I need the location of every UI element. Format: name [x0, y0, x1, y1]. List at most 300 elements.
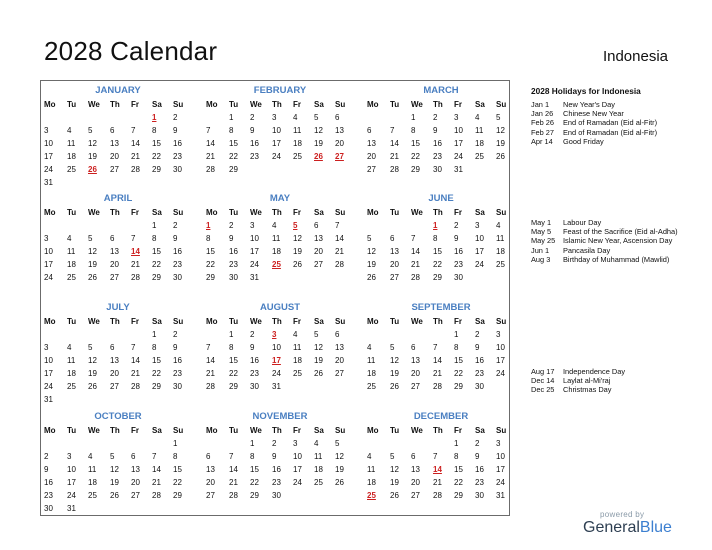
day-cell[interactable]: 21 [206, 369, 215, 378]
day-cell[interactable]: 27 [131, 491, 140, 500]
day-cell[interactable]: 19 [88, 369, 97, 378]
day-cell[interactable]: 11 [293, 343, 302, 352]
day-cell[interactable]: 2 [173, 221, 178, 230]
day-cell[interactable]: 30 [173, 382, 182, 391]
day-cell[interactable]: 20 [110, 152, 119, 161]
day-cell[interactable]: 2 [272, 439, 277, 448]
day-cell[interactable]: 29 [411, 165, 420, 174]
day-cell[interactable]: 13 [335, 343, 344, 352]
day-cell[interactable]: 16 [475, 465, 484, 474]
day-cell[interactable]: 27 [314, 260, 323, 269]
day-cell[interactable]: 3 [475, 221, 480, 230]
day-cell[interactable]: 15 [152, 356, 161, 365]
day-cell[interactable]: 18 [293, 139, 302, 148]
day-cell[interactable]: 3 [272, 113, 277, 122]
day-cell[interactable]: 1 [229, 330, 234, 339]
day-cell[interactable]: 6 [110, 343, 115, 352]
day-cell[interactable]: 13 [411, 356, 420, 365]
day-cell[interactable]: 16 [272, 465, 281, 474]
day-cell[interactable]: 8 [454, 343, 459, 352]
day-cell[interactable]: 12 [390, 356, 399, 365]
day-cell[interactable]: 21 [411, 260, 420, 269]
day-cell[interactable]: 20 [411, 369, 420, 378]
day-cell[interactable]: 23 [173, 152, 182, 161]
day-cell[interactable]: 26 [367, 273, 376, 282]
day-cell[interactable]: 24 [250, 260, 259, 269]
day-cell[interactable]: 4 [67, 343, 72, 352]
day-cell[interactable]: 14 [390, 139, 399, 148]
holiday-day-cell[interactable]: 26 [314, 152, 323, 161]
day-cell[interactable]: 25 [67, 165, 76, 174]
day-cell[interactable]: 7 [152, 452, 157, 461]
day-cell[interactable]: 10 [272, 343, 281, 352]
holiday-day-cell[interactable]: 17 [272, 356, 281, 365]
day-cell[interactable]: 17 [454, 139, 463, 148]
day-cell[interactable]: 17 [44, 369, 53, 378]
day-cell[interactable]: 27 [390, 273, 399, 282]
day-cell[interactable]: 21 [433, 369, 442, 378]
day-cell[interactable]: 1 [411, 113, 416, 122]
day-cell[interactable]: 4 [88, 452, 93, 461]
day-cell[interactable]: 1 [229, 113, 234, 122]
day-cell[interactable]: 5 [314, 330, 319, 339]
day-cell[interactable]: 26 [88, 273, 97, 282]
day-cell[interactable]: 3 [250, 221, 255, 230]
day-cell[interactable]: 7 [433, 452, 438, 461]
day-cell[interactable]: 25 [293, 369, 302, 378]
day-cell[interactable]: 21 [390, 152, 399, 161]
day-cell[interactable]: 22 [206, 260, 215, 269]
day-cell[interactable]: 11 [367, 356, 376, 365]
day-cell[interactable]: 12 [110, 465, 119, 474]
day-cell[interactable]: 12 [88, 139, 97, 148]
day-cell[interactable]: 24 [44, 273, 53, 282]
day-cell[interactable]: 29 [454, 491, 463, 500]
holiday-day-cell[interactable]: 14 [433, 465, 442, 474]
day-cell[interactable]: 2 [250, 113, 255, 122]
day-cell[interactable]: 18 [367, 478, 376, 487]
day-cell[interactable]: 5 [88, 126, 93, 135]
day-cell[interactable]: 22 [433, 260, 442, 269]
day-cell[interactable]: 13 [206, 465, 215, 474]
holiday-day-cell[interactable]: 3 [272, 330, 277, 339]
day-cell[interactable]: 9 [454, 234, 459, 243]
day-cell[interactable]: 22 [152, 369, 161, 378]
day-cell[interactable]: 24 [475, 260, 484, 269]
day-cell[interactable]: 8 [454, 452, 459, 461]
day-cell[interactable]: 3 [44, 126, 49, 135]
day-cell[interactable]: 2 [229, 221, 234, 230]
day-cell[interactable]: 2 [475, 439, 480, 448]
day-cell[interactable]: 15 [454, 356, 463, 365]
day-cell[interactable]: 9 [44, 465, 49, 474]
day-cell[interactable]: 1 [454, 330, 459, 339]
day-cell[interactable]: 9 [475, 452, 480, 461]
day-cell[interactable]: 23 [229, 260, 238, 269]
day-cell[interactable]: 4 [67, 234, 72, 243]
day-cell[interactable]: 27 [411, 382, 420, 391]
day-cell[interactable]: 6 [131, 452, 136, 461]
day-cell[interactable]: 8 [152, 234, 157, 243]
day-cell[interactable]: 30 [250, 382, 259, 391]
day-cell[interactable]: 17 [496, 465, 505, 474]
day-cell[interactable]: 20 [206, 478, 215, 487]
day-cell[interactable]: 8 [229, 126, 234, 135]
day-cell[interactable]: 5 [110, 452, 115, 461]
day-cell[interactable]: 30 [229, 273, 238, 282]
day-cell[interactable]: 9 [173, 234, 178, 243]
day-cell[interactable]: 15 [152, 247, 161, 256]
day-cell[interactable]: 4 [67, 126, 72, 135]
day-cell[interactable]: 13 [110, 247, 119, 256]
day-cell[interactable]: 9 [173, 343, 178, 352]
day-cell[interactable]: 26 [335, 478, 344, 487]
day-cell[interactable]: 7 [390, 126, 395, 135]
day-cell[interactable]: 19 [314, 139, 323, 148]
day-cell[interactable]: 5 [88, 234, 93, 243]
day-cell[interactable]: 14 [411, 247, 420, 256]
day-cell[interactable]: 1 [173, 439, 178, 448]
day-cell[interactable]: 18 [496, 247, 505, 256]
day-cell[interactable]: 24 [67, 491, 76, 500]
day-cell[interactable]: 19 [88, 152, 97, 161]
day-cell[interactable]: 17 [44, 260, 53, 269]
day-cell[interactable]: 23 [454, 260, 463, 269]
holiday-day-cell[interactable]: 14 [131, 247, 140, 256]
day-cell[interactable]: 29 [152, 165, 161, 174]
day-cell[interactable]: 17 [44, 152, 53, 161]
day-cell[interactable]: 1 [454, 439, 459, 448]
day-cell[interactable]: 15 [433, 247, 442, 256]
day-cell[interactable]: 3 [496, 439, 501, 448]
day-cell[interactable]: 23 [173, 369, 182, 378]
day-cell[interactable]: 29 [229, 382, 238, 391]
day-cell[interactable]: 24 [272, 152, 281, 161]
day-cell[interactable]: 13 [314, 234, 323, 243]
day-cell[interactable]: 13 [131, 465, 140, 474]
day-cell[interactable]: 18 [272, 247, 281, 256]
day-cell[interactable]: 30 [173, 273, 182, 282]
day-cell[interactable]: 5 [390, 343, 395, 352]
day-cell[interactable]: 29 [250, 491, 259, 500]
day-cell[interactable]: 5 [335, 439, 340, 448]
day-cell[interactable]: 7 [433, 343, 438, 352]
day-cell[interactable]: 28 [131, 273, 140, 282]
day-cell[interactable]: 10 [250, 234, 259, 243]
day-cell[interactable]: 18 [67, 260, 76, 269]
day-cell[interactable]: 22 [229, 152, 238, 161]
day-cell[interactable]: 21 [131, 260, 140, 269]
day-cell[interactable]: 10 [293, 452, 302, 461]
day-cell[interactable]: 27 [411, 491, 420, 500]
day-cell[interactable]: 29 [206, 273, 215, 282]
day-cell[interactable]: 4 [293, 330, 298, 339]
day-cell[interactable]: 4 [367, 452, 372, 461]
day-cell[interactable]: 6 [314, 221, 319, 230]
day-cell[interactable]: 9 [433, 126, 438, 135]
day-cell[interactable]: 19 [88, 260, 97, 269]
day-cell[interactable]: 19 [390, 369, 399, 378]
day-cell[interactable]: 30 [173, 165, 182, 174]
day-cell[interactable]: 17 [67, 478, 76, 487]
day-cell[interactable]: 7 [411, 234, 416, 243]
day-cell[interactable]: 31 [250, 273, 259, 282]
day-cell[interactable]: 23 [433, 152, 442, 161]
day-cell[interactable]: 20 [110, 369, 119, 378]
day-cell[interactable]: 27 [367, 165, 376, 174]
day-cell[interactable]: 19 [293, 247, 302, 256]
day-cell[interactable]: 4 [475, 113, 480, 122]
holiday-day-cell[interactable]: 25 [367, 491, 376, 500]
day-cell[interactable]: 6 [335, 113, 340, 122]
day-cell[interactable]: 23 [272, 478, 281, 487]
day-cell[interactable]: 21 [433, 478, 442, 487]
day-cell[interactable]: 15 [250, 465, 259, 474]
day-cell[interactable]: 12 [88, 247, 97, 256]
day-cell[interactable]: 8 [229, 343, 234, 352]
day-cell[interactable]: 10 [496, 452, 505, 461]
day-cell[interactable]: 25 [67, 382, 76, 391]
day-cell[interactable]: 14 [335, 234, 344, 243]
day-cell[interactable]: 11 [272, 234, 281, 243]
day-cell[interactable]: 10 [67, 465, 76, 474]
day-cell[interactable]: 10 [44, 356, 53, 365]
day-cell[interactable]: 17 [496, 356, 505, 365]
day-cell[interactable]: 4 [293, 113, 298, 122]
day-cell[interactable]: 1 [250, 439, 255, 448]
day-cell[interactable]: 6 [390, 234, 395, 243]
day-cell[interactable]: 15 [206, 247, 215, 256]
day-cell[interactable]: 7 [131, 343, 136, 352]
day-cell[interactable]: 16 [475, 356, 484, 365]
day-cell[interactable]: 20 [367, 152, 376, 161]
day-cell[interactable]: 30 [475, 382, 484, 391]
day-cell[interactable]: 16 [173, 247, 182, 256]
day-cell[interactable]: 4 [272, 221, 277, 230]
day-cell[interactable]: 31 [67, 504, 76, 513]
day-cell[interactable]: 10 [44, 139, 53, 148]
day-cell[interactable]: 4 [367, 343, 372, 352]
day-cell[interactable]: 3 [67, 452, 72, 461]
day-cell[interactable]: 14 [433, 356, 442, 365]
day-cell[interactable]: 22 [152, 152, 161, 161]
day-cell[interactable]: 6 [110, 234, 115, 243]
day-cell[interactable]: 10 [272, 126, 281, 135]
day-cell[interactable]: 24 [454, 152, 463, 161]
day-cell[interactable]: 15 [229, 139, 238, 148]
day-cell[interactable]: 10 [44, 247, 53, 256]
day-cell[interactable]: 8 [152, 126, 157, 135]
day-cell[interactable]: 11 [314, 452, 323, 461]
day-cell[interactable]: 18 [67, 369, 76, 378]
day-cell[interactable]: 20 [335, 356, 344, 365]
day-cell[interactable]: 27 [110, 165, 119, 174]
day-cell[interactable]: 14 [131, 139, 140, 148]
day-cell[interactable]: 2 [475, 330, 480, 339]
day-cell[interactable]: 2 [173, 113, 178, 122]
day-cell[interactable]: 22 [454, 478, 463, 487]
day-cell[interactable]: 22 [250, 478, 259, 487]
day-cell[interactable]: 19 [335, 465, 344, 474]
day-cell[interactable]: 12 [88, 356, 97, 365]
day-cell[interactable]: 9 [250, 126, 255, 135]
day-cell[interactable]: 20 [335, 139, 344, 148]
day-cell[interactable]: 5 [367, 234, 372, 243]
day-cell[interactable]: 20 [390, 260, 399, 269]
day-cell[interactable]: 7 [229, 452, 234, 461]
holiday-day-cell[interactable]: 5 [293, 221, 298, 230]
day-cell[interactable]: 25 [67, 273, 76, 282]
day-cell[interactable]: 28 [131, 165, 140, 174]
day-cell[interactable]: 24 [272, 369, 281, 378]
day-cell[interactable]: 30 [272, 491, 281, 500]
day-cell[interactable]: 9 [250, 343, 255, 352]
day-cell[interactable]: 2 [44, 452, 49, 461]
day-cell[interactable]: 9 [229, 234, 234, 243]
day-cell[interactable]: 18 [367, 369, 376, 378]
day-cell[interactable]: 6 [206, 452, 211, 461]
day-cell[interactable]: 4 [496, 221, 501, 230]
day-cell[interactable]: 29 [152, 273, 161, 282]
day-cell[interactable]: 11 [293, 126, 302, 135]
day-cell[interactable]: 28 [433, 382, 442, 391]
day-cell[interactable]: 6 [367, 126, 372, 135]
day-cell[interactable]: 7 [131, 234, 136, 243]
day-cell[interactable]: 21 [131, 369, 140, 378]
day-cell[interactable]: 22 [152, 260, 161, 269]
day-cell[interactable]: 28 [335, 260, 344, 269]
day-cell[interactable]: 11 [67, 356, 76, 365]
day-cell[interactable]: 23 [250, 369, 259, 378]
day-cell[interactable]: 30 [475, 491, 484, 500]
day-cell[interactable]: 6 [411, 452, 416, 461]
day-cell[interactable]: 23 [173, 260, 182, 269]
day-cell[interactable]: 11 [367, 465, 376, 474]
day-cell[interactable]: 30 [44, 504, 53, 513]
generalblue-logo[interactable] [583, 519, 672, 537]
day-cell[interactable]: 31 [44, 395, 53, 404]
day-cell[interactable]: 20 [131, 478, 140, 487]
day-cell[interactable]: 3 [293, 439, 298, 448]
day-cell[interactable]: 2 [173, 330, 178, 339]
day-cell[interactable]: 15 [454, 465, 463, 474]
day-cell[interactable]: 6 [110, 126, 115, 135]
day-cell[interactable]: 25 [314, 478, 323, 487]
day-cell[interactable]: 9 [272, 452, 277, 461]
day-cell[interactable]: 29 [454, 382, 463, 391]
day-cell[interactable]: 13 [367, 139, 376, 148]
day-cell[interactable]: 28 [152, 491, 161, 500]
day-cell[interactable]: 11 [67, 139, 76, 148]
day-cell[interactable]: 13 [110, 356, 119, 365]
day-cell[interactable]: 21 [152, 478, 161, 487]
day-cell[interactable]: 15 [173, 465, 182, 474]
day-cell[interactable]: 28 [433, 491, 442, 500]
day-cell[interactable]: 13 [390, 247, 399, 256]
day-cell[interactable]: 23 [475, 478, 484, 487]
day-cell[interactable]: 19 [110, 478, 119, 487]
day-cell[interactable]: 5 [496, 113, 501, 122]
day-cell[interactable]: 29 [433, 273, 442, 282]
day-cell[interactable]: 15 [229, 356, 238, 365]
day-cell[interactable]: 8 [433, 234, 438, 243]
day-cell[interactable]: 26 [390, 382, 399, 391]
day-cell[interactable]: 6 [335, 330, 340, 339]
day-cell[interactable]: 19 [314, 356, 323, 365]
day-cell[interactable]: 10 [475, 234, 484, 243]
day-cell[interactable]: 28 [206, 382, 215, 391]
day-cell[interactable]: 7 [206, 126, 211, 135]
day-cell[interactable]: 25 [367, 382, 376, 391]
day-cell[interactable]: 5 [314, 113, 319, 122]
day-cell[interactable]: 16 [250, 139, 259, 148]
holiday-day-cell[interactable]: 25 [272, 260, 281, 269]
day-cell[interactable]: 14 [206, 139, 215, 148]
day-cell[interactable]: 13 [110, 139, 119, 148]
day-cell[interactable]: 11 [67, 247, 76, 256]
day-cell[interactable]: 20 [411, 478, 420, 487]
day-cell[interactable]: 17 [475, 247, 484, 256]
day-cell[interactable]: 12 [496, 126, 505, 135]
day-cell[interactable]: 26 [88, 382, 97, 391]
day-cell[interactable]: 9 [475, 343, 480, 352]
day-cell[interactable]: 31 [454, 165, 463, 174]
day-cell[interactable]: 24 [44, 382, 53, 391]
day-cell[interactable]: 29 [152, 382, 161, 391]
day-cell[interactable]: 31 [44, 178, 53, 187]
day-cell[interactable]: 28 [411, 273, 420, 282]
day-cell[interactable]: 6 [411, 343, 416, 352]
day-cell[interactable]: 19 [496, 139, 505, 148]
holiday-day-cell[interactable]: 26 [88, 165, 97, 174]
day-cell[interactable]: 14 [131, 356, 140, 365]
day-cell[interactable]: 16 [44, 478, 53, 487]
day-cell[interactable]: 24 [293, 478, 302, 487]
day-cell[interactable]: 22 [173, 478, 182, 487]
day-cell[interactable]: 10 [496, 343, 505, 352]
day-cell[interactable]: 16 [433, 139, 442, 148]
day-cell[interactable]: 24 [496, 478, 505, 487]
day-cell[interactable]: 22 [454, 369, 463, 378]
day-cell[interactable]: 30 [433, 165, 442, 174]
day-cell[interactable]: 16 [454, 247, 463, 256]
day-cell[interactable]: 27 [335, 369, 344, 378]
day-cell[interactable]: 28 [131, 382, 140, 391]
day-cell[interactable]: 14 [206, 356, 215, 365]
day-cell[interactable]: 28 [206, 165, 215, 174]
day-cell[interactable]: 8 [206, 234, 211, 243]
day-cell[interactable]: 2 [433, 113, 438, 122]
day-cell[interactable]: 28 [229, 491, 238, 500]
day-cell[interactable]: 21 [229, 478, 238, 487]
day-cell[interactable]: 8 [411, 126, 416, 135]
day-cell[interactable]: 5 [390, 452, 395, 461]
day-cell[interactable]: 25 [496, 260, 505, 269]
day-cell[interactable]: 24 [44, 165, 53, 174]
day-cell[interactable]: 26 [110, 491, 119, 500]
day-cell[interactable]: 19 [390, 478, 399, 487]
day-cell[interactable]: 7 [131, 126, 136, 135]
day-cell[interactable]: 3 [496, 330, 501, 339]
day-cell[interactable]: 3 [44, 234, 49, 243]
day-cell[interactable]: 17 [250, 247, 259, 256]
day-cell[interactable]: 17 [272, 139, 281, 148]
day-cell[interactable]: 13 [335, 126, 344, 135]
day-cell[interactable]: 29 [229, 165, 238, 174]
holiday-day-cell[interactable]: 1 [152, 113, 157, 122]
day-cell[interactable]: 18 [88, 478, 97, 487]
day-cell[interactable]: 13 [411, 465, 420, 474]
